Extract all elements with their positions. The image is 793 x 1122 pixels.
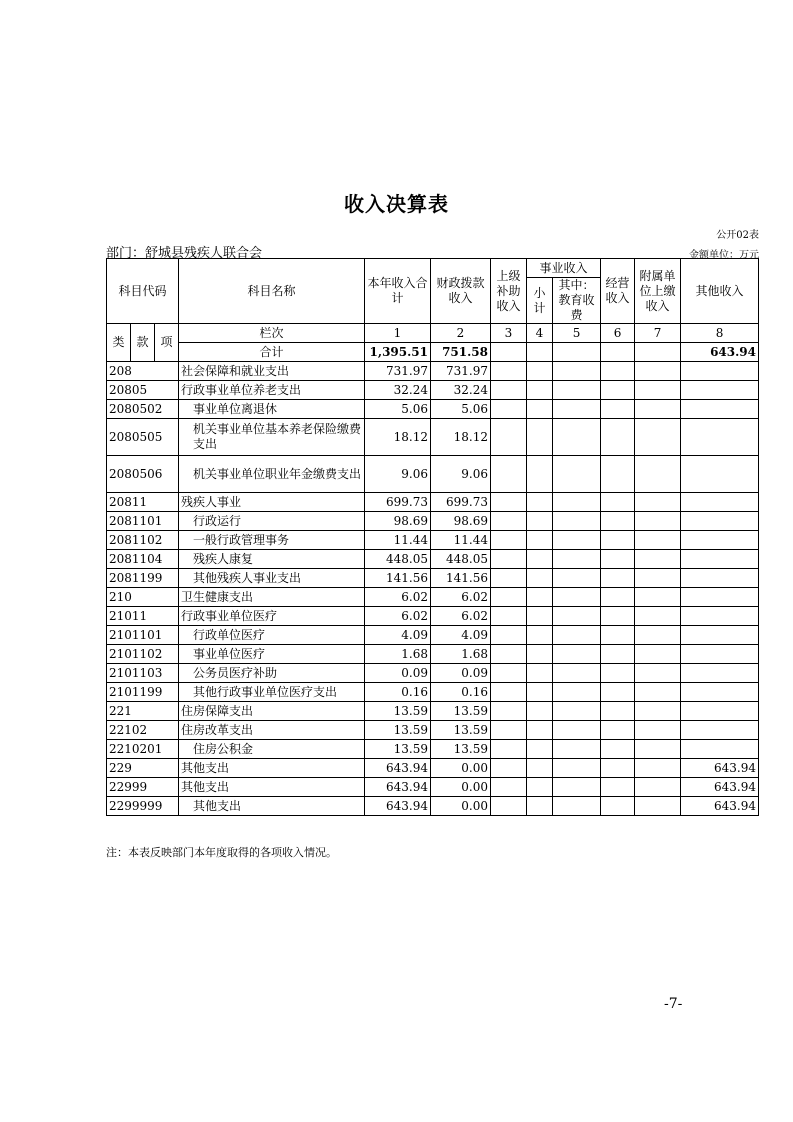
empty-cell (635, 759, 681, 778)
empty-cell (527, 797, 553, 816)
income-final-accounts-table (106, 258, 759, 816)
subject-code: 2081104 (107, 550, 179, 569)
header-subtotal: 小计 (527, 278, 553, 324)
subject-code: 21011 (107, 607, 179, 626)
empty-cell (635, 778, 681, 797)
total-income-cell: 0.16 (365, 683, 431, 702)
empty-cell (601, 400, 635, 419)
empty-cell (553, 550, 601, 569)
empty-cell (601, 683, 635, 702)
empty-cell (491, 456, 527, 493)
empty-cell (527, 400, 553, 419)
fiscal-cell: 18.12 (431, 419, 491, 456)
empty-cell (635, 531, 681, 550)
empty-cell (635, 645, 681, 664)
empty-cell (491, 721, 527, 740)
other-income-cell (681, 381, 759, 400)
fiscal-cell: 5.06 (431, 400, 491, 419)
subject-code: 20811 (107, 493, 179, 512)
total-label: 合计 (179, 343, 365, 362)
empty-cell (601, 626, 635, 645)
empty-cell (527, 550, 553, 569)
col-number: 3 (491, 324, 527, 343)
empty-cell (553, 531, 601, 550)
empty-cell (553, 645, 601, 664)
empty-cell (553, 381, 601, 400)
empty-cell (601, 607, 635, 626)
empty-cell (491, 569, 527, 588)
subject-name: 住房保障支出 (179, 702, 365, 721)
empty-cell (527, 778, 553, 797)
table-row (107, 721, 759, 740)
total-income-cell: 1.68 (365, 645, 431, 664)
empty-cell (553, 702, 601, 721)
empty-cell (601, 645, 635, 664)
empty-cell (601, 550, 635, 569)
empty-cell (601, 362, 635, 381)
empty-cell (527, 569, 553, 588)
subject-code: 2080505 (107, 419, 179, 456)
empty-cell (527, 759, 553, 778)
empty-cell (491, 778, 527, 797)
empty-cell (553, 607, 601, 626)
empty-cell (635, 721, 681, 740)
table-row (107, 664, 759, 683)
total-income-cell: 4.09 (365, 626, 431, 645)
subject-code: 2080502 (107, 400, 179, 419)
fiscal-cell: 13.59 (431, 702, 491, 721)
empty-cell (553, 512, 601, 531)
subject-name: 公务员医疗补助 (179, 664, 365, 683)
subject-code: 2081101 (107, 512, 179, 531)
empty-cell (491, 493, 527, 512)
total-income-cell: 699.73 (365, 493, 431, 512)
fiscal-cell: 13.59 (431, 721, 491, 740)
table-row (107, 512, 759, 531)
header-subject-name: 科目名称 (179, 259, 365, 324)
other-income-cell (681, 531, 759, 550)
table-row (107, 797, 759, 816)
total-income-cell: 448.05 (365, 550, 431, 569)
subject-name: 一般行政管理事务 (179, 531, 365, 550)
table-row (107, 362, 759, 381)
header-operating-income: 经营收入 (601, 259, 635, 324)
empty-cell (601, 569, 635, 588)
col-number: 8 (681, 324, 759, 343)
total-income-cell: 32.24 (365, 381, 431, 400)
empty-cell (553, 664, 601, 683)
fiscal-cell: 13.59 (431, 740, 491, 759)
empty-cell (601, 797, 635, 816)
empty-cell (527, 645, 553, 664)
subject-code: 22102 (107, 721, 179, 740)
department-label: 部门：舒城县残疾人联合会 (106, 246, 263, 261)
table-row (107, 626, 759, 645)
subject-code: 221 (107, 702, 179, 721)
form-number: 公开02表 (716, 230, 759, 241)
col-number: 5 (553, 324, 601, 343)
other-income-cell (681, 550, 759, 569)
empty-cell (635, 362, 681, 381)
other-income-cell (681, 569, 759, 588)
table-row (107, 381, 759, 400)
subject-name: 住房公积金 (179, 740, 365, 759)
other-income-cell (681, 664, 759, 683)
empty-cell (635, 588, 681, 607)
total-income-cell: 141.56 (365, 569, 431, 588)
subject-code: 2081199 (107, 569, 179, 588)
subject-code: 22999 (107, 778, 179, 797)
table-row (107, 400, 759, 419)
fiscal-cell: 32.24 (431, 381, 491, 400)
table-row (107, 569, 759, 588)
subject-code: 208 (107, 362, 179, 381)
subject-name: 行政单位医疗 (179, 626, 365, 645)
empty-cell (553, 493, 601, 512)
header-lanci: 栏次 (179, 324, 365, 343)
total-income-value: 1,395.51 (365, 343, 431, 362)
empty-cell (491, 759, 527, 778)
empty-cell (527, 664, 553, 683)
empty-cell (635, 569, 681, 588)
col-number: 2 (431, 324, 491, 343)
empty-cell (491, 588, 527, 607)
empty-cell (635, 607, 681, 626)
other-income-cell (681, 493, 759, 512)
table-note: 注：本表反映部门本年度取得的各项收入情况。 (106, 846, 337, 859)
fiscal-cell: 0.00 (431, 778, 491, 797)
fiscal-cell: 699.73 (431, 493, 491, 512)
other-income-cell (681, 702, 759, 721)
subject-name: 行政运行 (179, 512, 365, 531)
empty-cell (553, 759, 601, 778)
empty-cell (527, 683, 553, 702)
other-income-cell (681, 419, 759, 456)
total-income-cell: 18.12 (365, 419, 431, 456)
empty-cell (601, 588, 635, 607)
header-xiang: 项 (155, 324, 179, 362)
subject-code: 229 (107, 759, 179, 778)
other-income-cell (681, 362, 759, 381)
empty-cell (491, 362, 527, 381)
fiscal-cell: 11.44 (431, 531, 491, 550)
subject-name: 其他残疾人事业支出 (179, 569, 365, 588)
empty-cell (601, 419, 635, 456)
other-income-cell (681, 740, 759, 759)
fiscal-cell: 0.00 (431, 797, 491, 816)
total-income-cell: 6.02 (365, 588, 431, 607)
empty-cell (601, 381, 635, 400)
fiscal-cell: 731.97 (431, 362, 491, 381)
other-income-cell (681, 588, 759, 607)
total-other-value: 643.94 (681, 343, 759, 362)
empty-cell (635, 797, 681, 816)
total-income-cell: 0.09 (365, 664, 431, 683)
empty-cell (635, 683, 681, 702)
empty-cell (601, 721, 635, 740)
table-row (107, 645, 759, 664)
other-income-cell (681, 456, 759, 493)
header-other-income: 其他收入 (681, 259, 759, 324)
total-fiscal-value: 751.58 (431, 343, 491, 362)
empty-cell (553, 683, 601, 702)
empty-cell (527, 512, 553, 531)
subject-name: 机关事业单位职业年金缴费支出 (179, 456, 365, 493)
empty-cell (553, 456, 601, 493)
table-row (107, 419, 759, 456)
empty-cell (491, 740, 527, 759)
other-income-cell: 643.94 (681, 797, 759, 816)
empty-cell (527, 626, 553, 645)
subject-name: 住房改革支出 (179, 721, 365, 740)
empty-cell (527, 588, 553, 607)
empty-cell (527, 531, 553, 550)
other-income-cell (681, 683, 759, 702)
table-row (107, 531, 759, 550)
empty-cell (527, 740, 553, 759)
empty-cell (635, 400, 681, 419)
empty-cell (553, 721, 601, 740)
empty-cell (491, 797, 527, 816)
subject-name: 事业单位离退休 (179, 400, 365, 419)
empty-cell (553, 797, 601, 816)
empty-cell (635, 512, 681, 531)
table-row (107, 607, 759, 626)
other-income-cell (681, 721, 759, 740)
subject-name: 卫生健康支出 (179, 588, 365, 607)
fiscal-cell: 141.56 (431, 569, 491, 588)
empty-cell (601, 740, 635, 759)
page-title: 收入决算表 (344, 192, 449, 216)
col-number: 4 (527, 324, 553, 343)
table-row (107, 759, 759, 778)
empty-cell (553, 778, 601, 797)
empty-cell (635, 740, 681, 759)
subject-name: 其他支出 (179, 778, 365, 797)
empty-cell (491, 381, 527, 400)
empty-cell (601, 512, 635, 531)
empty-cell (553, 362, 601, 381)
other-income-cell (681, 626, 759, 645)
fiscal-cell: 4.09 (431, 626, 491, 645)
empty-cell (635, 493, 681, 512)
column-number-row (107, 324, 759, 343)
empty-cell (553, 400, 601, 419)
total-income-cell: 13.59 (365, 740, 431, 759)
fiscal-cell: 6.02 (431, 588, 491, 607)
subject-code: 20805 (107, 381, 179, 400)
fiscal-cell: 448.05 (431, 550, 491, 569)
subject-name: 残疾人事业 (179, 493, 365, 512)
empty-cell (527, 362, 553, 381)
empty-cell (491, 645, 527, 664)
empty-cell (527, 381, 553, 400)
fiscal-cell: 0.16 (431, 683, 491, 702)
header-fiscal: 财政拨款收入 (431, 259, 491, 324)
subject-name: 残疾人康复 (179, 550, 365, 569)
total-income-cell: 98.69 (365, 512, 431, 531)
header-education-fee: 其中：教育收费 (553, 278, 601, 324)
subject-code: 2101103 (107, 664, 179, 683)
total-income-cell: 13.59 (365, 721, 431, 740)
subject-name: 其他支出 (179, 797, 365, 816)
total-income-cell: 643.94 (365, 759, 431, 778)
empty-cell (527, 607, 553, 626)
table-row (107, 456, 759, 493)
empty-cell (491, 702, 527, 721)
empty-cell (491, 683, 527, 702)
empty-cell (491, 531, 527, 550)
empty-cell (491, 419, 527, 456)
subject-name: 行政事业单位医疗 (179, 607, 365, 626)
empty-cell (491, 664, 527, 683)
table-row (107, 740, 759, 759)
empty-cell (601, 778, 635, 797)
fiscal-cell: 1.68 (431, 645, 491, 664)
header-lei: 类 (107, 324, 131, 362)
fiscal-cell: 98.69 (431, 512, 491, 531)
col-number: 7 (635, 324, 681, 343)
empty-cell (491, 626, 527, 645)
header-kuan: 款 (131, 324, 155, 362)
table-row (107, 588, 759, 607)
other-income-cell: 643.94 (681, 759, 759, 778)
empty-cell (491, 512, 527, 531)
table-row (107, 778, 759, 797)
empty-cell (491, 607, 527, 626)
empty-cell (635, 702, 681, 721)
subject-name: 其他行政事业单位医疗支出 (179, 683, 365, 702)
subject-code: 2101102 (107, 645, 179, 664)
empty-cell (635, 664, 681, 683)
empty-cell (527, 493, 553, 512)
subject-code: 210 (107, 588, 179, 607)
empty-cell (553, 740, 601, 759)
subject-code: 2081102 (107, 531, 179, 550)
header-row-1 (107, 259, 759, 278)
empty-cell (601, 493, 635, 512)
total-income-cell: 11.44 (365, 531, 431, 550)
empty-cell (635, 419, 681, 456)
empty-cell (601, 702, 635, 721)
subject-code: 2299999 (107, 797, 179, 816)
fiscal-cell: 6.02 (431, 607, 491, 626)
empty-cell (553, 588, 601, 607)
header-total-income: 本年收入合计 (365, 259, 431, 324)
header-subject-code: 科目代码 (107, 259, 179, 324)
empty-cell (527, 456, 553, 493)
total-income-cell: 643.94 (365, 778, 431, 797)
header-affiliated-income: 附属单位上缴收入 (635, 259, 681, 324)
subject-name: 行政事业单位养老支出 (179, 381, 365, 400)
total-row (107, 343, 759, 362)
subject-code: 2101101 (107, 626, 179, 645)
empty-cell (635, 456, 681, 493)
col-number: 1 (365, 324, 431, 343)
empty-cell (553, 419, 601, 456)
subject-code: 2080506 (107, 456, 179, 493)
table-row (107, 702, 759, 721)
total-income-cell: 6.02 (365, 607, 431, 626)
empty-cell (601, 531, 635, 550)
header-business-income: 事业收入 (527, 259, 601, 278)
empty-cell (601, 759, 635, 778)
other-income-cell: 643.94 (681, 778, 759, 797)
total-income-cell: 643.94 (365, 797, 431, 816)
empty-cell (601, 664, 635, 683)
empty-cell (491, 400, 527, 419)
empty-cell (527, 721, 553, 740)
col-number: 6 (601, 324, 635, 343)
empty-cell (527, 702, 553, 721)
empty-cell (601, 456, 635, 493)
table-row (107, 683, 759, 702)
header-superior-subsidy: 上级补助收入 (491, 259, 527, 324)
other-income-cell (681, 400, 759, 419)
subject-name: 事业单位医疗 (179, 645, 365, 664)
empty-cell (491, 550, 527, 569)
total-income-cell: 5.06 (365, 400, 431, 419)
empty-cell (553, 569, 601, 588)
empty-cell (553, 626, 601, 645)
amount-unit: 金额单位：万元 (689, 250, 759, 261)
subject-name: 其他支出 (179, 759, 365, 778)
subject-name: 社会保障和就业支出 (179, 362, 365, 381)
other-income-cell (681, 645, 759, 664)
empty-cell (527, 419, 553, 456)
empty-cell (635, 550, 681, 569)
empty-cell (635, 626, 681, 645)
subject-code: 2101199 (107, 683, 179, 702)
empty-cell (635, 381, 681, 400)
total-income-cell: 13.59 (365, 702, 431, 721)
fiscal-cell: 0.00 (431, 759, 491, 778)
total-income-cell: 731.97 (365, 362, 431, 381)
total-income-cell: 9.06 (365, 456, 431, 493)
fiscal-cell: 9.06 (431, 456, 491, 493)
table-row (107, 493, 759, 512)
fiscal-cell: 0.09 (431, 664, 491, 683)
other-income-cell (681, 512, 759, 531)
other-income-cell (681, 607, 759, 626)
subject-name: 机关事业单位基本养老保险缴费支出 (179, 419, 365, 456)
page-number: -7- (664, 996, 683, 1012)
table-row (107, 550, 759, 569)
subject-code: 2210201 (107, 740, 179, 759)
